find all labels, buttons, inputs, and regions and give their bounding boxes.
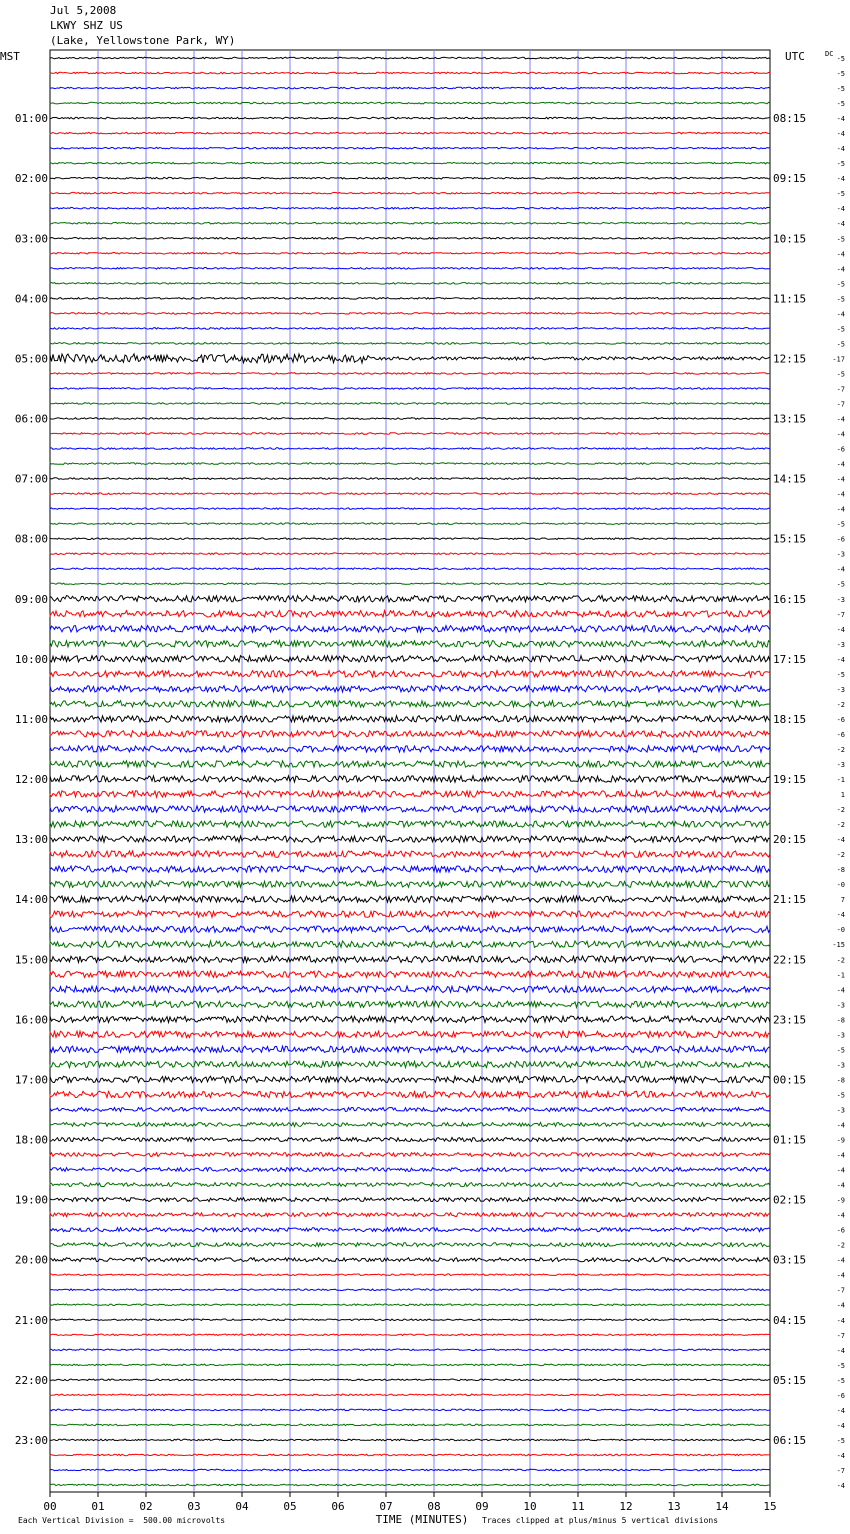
dc-offset-label: -4 (836, 205, 845, 214)
trace-line (50, 102, 770, 104)
trace-line (50, 851, 770, 857)
trace-line (50, 1213, 770, 1217)
trace-line (50, 538, 770, 540)
x-tick-label: 07 (379, 1500, 393, 1513)
trace-line (50, 1001, 770, 1007)
x-tick-label: 10 (523, 1500, 537, 1513)
dc-offset-label: -2 (836, 821, 845, 830)
dc-offset-label: -4 (836, 430, 845, 439)
date-label: Jul 5,2008 (50, 4, 117, 17)
trace-line (50, 716, 770, 722)
dc-offset-label: -7 (836, 1466, 845, 1475)
dc-offset-label: 7 (840, 896, 845, 905)
trace-line (50, 1183, 770, 1187)
x-axis-title: TIME (MINUTES) (375, 1513, 469, 1526)
hour-label-right: 01:15 (773, 1133, 807, 1147)
dc-offset-label: -4 (836, 505, 845, 514)
trace-line (50, 1138, 770, 1142)
trace-line (50, 147, 770, 149)
dc-offset-label: -1 (836, 776, 845, 784)
dc-offset-label: -4 (836, 1406, 845, 1415)
dc-offset-label: -5 (836, 1376, 845, 1385)
trace-line (50, 508, 770, 510)
dc-offset-label: -2 (836, 745, 845, 754)
trace-line (50, 403, 770, 405)
dc-offset-label: -4 (836, 145, 845, 154)
dc-offset-label: -4 (836, 1181, 845, 1190)
dc-offset-label: -4 (836, 220, 845, 229)
dc-offset-label: -0 (836, 881, 845, 890)
hour-label-left: 18:00 (14, 1133, 48, 1147)
x-tick-label: 04 (235, 1500, 249, 1513)
dc-offset-label: -9 (836, 1196, 845, 1205)
hour-label-right: 08:15 (773, 112, 807, 126)
hour-label-right: 10:15 (773, 232, 807, 246)
dc-offset-label: -7 (836, 1286, 845, 1295)
dc-offset-label: -5 (836, 370, 845, 379)
hour-label-right: 11:15 (773, 292, 807, 306)
trace-line (50, 418, 770, 420)
dc-offset-label: -5 (836, 340, 845, 349)
dc-offset-label: -5 (836, 520, 845, 529)
trace-line (50, 941, 770, 947)
dc-offset-label: -4 (836, 836, 845, 845)
trace-line (50, 1289, 770, 1291)
dc-offset-label: -4 (836, 1256, 845, 1265)
trace-line (50, 268, 770, 270)
hour-label-right: 06:15 (773, 1433, 807, 1447)
hour-label-left: 16:00 (14, 1013, 48, 1027)
trace-line (50, 776, 770, 782)
trace-line (50, 746, 770, 752)
dc-offset-label: -7 (836, 400, 845, 409)
trace-line (50, 1394, 770, 1396)
trace-line (50, 283, 770, 285)
dc-offset-label: -5 (836, 280, 845, 289)
trace-line (50, 956, 770, 962)
trace-line (50, 1258, 770, 1262)
hour-label-left: 22:00 (14, 1373, 48, 1387)
dc-offset-label: -5 (836, 70, 845, 79)
trace-line (50, 328, 770, 330)
trace-line (50, 448, 770, 450)
trace-line (50, 553, 770, 555)
trace-line (50, 1046, 770, 1052)
trace-line (50, 222, 770, 224)
trace-line (50, 656, 770, 662)
trace-line (50, 986, 770, 992)
hour-label-right: 23:15 (773, 1013, 807, 1027)
trace-line (50, 701, 770, 707)
dc-offset-label: -4 (836, 1166, 845, 1175)
trace-line (50, 192, 770, 194)
dc-offset-label: -5 (836, 1091, 845, 1100)
dc-offset-label: -4 (836, 175, 845, 184)
trace-line (50, 896, 770, 902)
trace-line (50, 253, 770, 255)
trace-line (50, 463, 770, 465)
hour-label-left: 02:00 (14, 172, 48, 186)
x-tick-label: 15 (763, 1500, 777, 1513)
hour-label-right: 04:15 (773, 1313, 807, 1327)
hour-label-right: 13:15 (773, 412, 807, 426)
dc-offset-label: -6 (836, 445, 845, 454)
trace-line (50, 1016, 770, 1022)
trace-line (50, 523, 770, 525)
trace-line (50, 1061, 770, 1067)
trace-line (50, 761, 770, 767)
dc-offset-label: -4 (836, 310, 845, 319)
trace-line (50, 1031, 770, 1037)
trace-line (50, 791, 770, 797)
dc-offset-label: -8 (836, 866, 845, 875)
trace-line (50, 568, 770, 570)
trace-line (50, 686, 770, 692)
trace-line (50, 57, 770, 59)
dc-offset-label: -6 (836, 730, 845, 739)
dc-offset-label: -4 (836, 415, 845, 424)
trace-line (50, 1076, 770, 1082)
trace-line (50, 132, 770, 134)
hour-label-right: 02:15 (773, 1193, 807, 1207)
scale-note: Each Vertical Division = 500.00 microvolts (18, 1516, 226, 1525)
hour-label-left: 09:00 (14, 592, 48, 606)
hour-label-right: 14:15 (773, 472, 807, 486)
hour-label-left: 03:00 (14, 232, 48, 246)
trace-line (50, 493, 770, 495)
dc-offset-label: -8 (836, 1076, 845, 1085)
dc-offset-label: -5 (836, 190, 845, 199)
dc-offset-label: -4 (836, 1211, 845, 1220)
trace-line (50, 926, 770, 932)
dc-offset-label: -9 (836, 1136, 845, 1145)
trace-line (50, 207, 770, 209)
trace-line (50, 583, 770, 585)
trace-line (50, 641, 770, 647)
hour-label-right: 22:15 (773, 953, 807, 967)
trace-line (50, 1304, 770, 1306)
trace-line (50, 1243, 770, 1247)
dc-offset-label: -7 (836, 385, 845, 394)
trace-line (50, 343, 770, 345)
hour-label-left: 07:00 (14, 472, 48, 486)
hour-label-left: 01:00 (14, 112, 48, 126)
x-tick-label: 11 (571, 1500, 585, 1513)
dc-offset-label: -5 (836, 160, 845, 169)
x-tick-label: 05 (283, 1500, 297, 1513)
trace-line (50, 1198, 770, 1202)
dc-header-label: DC (825, 50, 834, 58)
clip-note: Traces clipped at plus/minus 5 vertical divisions (482, 1516, 719, 1525)
dc-offset-label: -2 (836, 700, 845, 709)
x-tick-label: 01 (91, 1500, 105, 1513)
hour-label-right: 05:15 (773, 1373, 807, 1387)
hour-label-left: 06:00 (14, 412, 48, 426)
hour-label-left: 05:00 (14, 352, 48, 366)
dc-offset-label: -4 (836, 265, 845, 274)
dc-offset-label: -4 (836, 130, 845, 139)
dc-offset-label: -5 (836, 325, 845, 334)
trace-line (50, 1168, 770, 1172)
x-tick-label: 13 (667, 1500, 681, 1513)
dc-offset-label: -4 (836, 1271, 845, 1280)
dc-offset-label: -4 (836, 625, 845, 634)
trace-line (50, 806, 770, 812)
trace-line (50, 162, 770, 164)
dc-offset-label: -3 (836, 550, 845, 559)
trace-line (50, 1364, 770, 1366)
dc-offset-label: -4 (836, 1346, 845, 1355)
hour-label-right: 20:15 (773, 833, 807, 847)
right-timezone-label: UTC (785, 50, 805, 63)
hour-label-left: 04:00 (14, 292, 48, 306)
trace-line (50, 1108, 770, 1112)
trace-line (50, 177, 770, 179)
trace-line (50, 671, 770, 677)
dc-offset-label: -6 (836, 1391, 845, 1400)
dc-offset-label: -4 (836, 565, 845, 574)
trace-line (50, 1439, 770, 1441)
dc-offset-label: -5 (836, 580, 845, 589)
hour-label-left: 08:00 (14, 532, 48, 546)
hour-label-left: 13:00 (14, 833, 48, 847)
dc-offset-label: -2 (836, 1241, 845, 1250)
x-tick-label: 02 (139, 1500, 153, 1513)
dc-offset-label: -3 (836, 595, 845, 604)
trace-line (50, 881, 770, 887)
trace-line (50, 1123, 770, 1127)
x-tick-label: 14 (715, 1500, 729, 1513)
dc-offset-label: -3 (836, 1031, 845, 1040)
x-tick-label: 03 (187, 1500, 201, 1513)
dc-offset-label: -4 (836, 1151, 845, 1160)
dc-offset-label: -3 (836, 640, 845, 649)
dc-offset-label: -3 (836, 1001, 845, 1010)
trace-line (50, 1274, 770, 1276)
hour-label-right: 00:15 (773, 1073, 807, 1087)
dc-offset-label: -2 (836, 806, 845, 815)
hour-label-right: 12:15 (773, 352, 807, 366)
hour-label-right: 16:15 (773, 592, 807, 606)
dc-offset-label: -4 (836, 1316, 845, 1325)
dc-offset-label: -3 (836, 760, 845, 769)
trace-line (50, 1228, 770, 1232)
trace-line (50, 1469, 770, 1471)
trace-line (50, 1454, 770, 1456)
hour-label-left: 11:00 (14, 712, 48, 726)
x-tick-label: 08 (427, 1500, 441, 1513)
hour-label-left: 12:00 (14, 773, 48, 786)
dc-offset-label: -6 (836, 1226, 845, 1235)
dc-offset-label: -6 (836, 715, 845, 724)
dc-offset-label: -7 (836, 610, 845, 619)
dc-offset-label: -4 (836, 1481, 845, 1490)
trace-line (50, 388, 770, 390)
trace-line (50, 373, 770, 375)
location-label: (Lake, Yellowstone Park, WY) (50, 34, 236, 47)
dc-offset-label: -4 (836, 1121, 845, 1130)
hour-label-left: 14:00 (14, 893, 48, 907)
dc-offset-label: -0 (836, 926, 845, 935)
trace-line (50, 313, 770, 315)
hour-label-left: 20:00 (14, 1253, 48, 1267)
dc-offset-label: -4 (836, 1421, 845, 1430)
dc-offset-label: -15 (832, 941, 845, 950)
dc-offset-label: -3 (836, 1106, 845, 1115)
trace-line (50, 611, 770, 617)
hour-label-right: 18:15 (773, 712, 807, 726)
trace-line (50, 731, 770, 737)
trace-line (50, 596, 770, 602)
dc-offset-label: -8 (836, 1016, 845, 1025)
dc-offset-label: -7 (836, 1331, 845, 1340)
hour-label-left: 19:00 (14, 1193, 48, 1207)
hour-label-left: 10:00 (14, 652, 48, 666)
plot-frame (50, 50, 770, 1492)
x-tick-label: 06 (331, 1500, 345, 1513)
hour-label-left: 21:00 (14, 1313, 48, 1327)
trace-line (50, 1484, 770, 1486)
dc-offset-label: -5 (836, 100, 845, 109)
trace-line (50, 87, 770, 89)
x-tick-label: 09 (475, 1500, 489, 1513)
hour-label-right: 09:15 (773, 172, 807, 186)
dc-offset-label: -5 (836, 55, 845, 63)
dc-offset-label: -1 (836, 971, 845, 980)
x-tick-label: 12 (619, 1500, 633, 1513)
trace-line (50, 1409, 770, 1411)
trace-line (50, 1153, 770, 1157)
x-tick-label: 00 (43, 1500, 57, 1513)
trace-line (50, 478, 770, 480)
left-timezone-label: MST (0, 50, 20, 63)
dc-offset-label: -3 (836, 685, 845, 694)
dc-offset-label: -2 (836, 851, 845, 860)
hour-label-right: 19:15 (773, 773, 807, 786)
dc-offset-label: -5 (836, 670, 845, 679)
trace-line (50, 1334, 770, 1336)
trace-line (50, 1379, 770, 1381)
dc-offset-label: -4 (836, 460, 845, 469)
hour-label-left: 23:00 (14, 1433, 48, 1447)
trace-line (50, 821, 770, 827)
trace-line (50, 971, 770, 977)
trace-line (50, 1424, 770, 1426)
dc-offset-label: -5 (836, 1361, 845, 1370)
dc-offset-label: -5 (836, 1436, 845, 1445)
dc-offset-label: -2 (836, 956, 845, 965)
trace-line (50, 1349, 770, 1351)
dc-offset-label: -3 (836, 1061, 845, 1070)
dc-offset-label: -4 (836, 655, 845, 664)
trace-line (50, 866, 770, 872)
hour-label-left: 15:00 (14, 953, 48, 967)
dc-offset-label: 1 (840, 791, 845, 800)
trace-line (50, 117, 770, 119)
dc-offset-label: -17 (832, 355, 845, 364)
hour-label-right: 03:15 (773, 1253, 807, 1267)
trace-line (50, 298, 770, 300)
hour-label-right: 17:15 (773, 652, 807, 666)
hour-label-right: 15:15 (773, 532, 807, 546)
trace-line (50, 433, 770, 435)
trace-line (50, 1319, 770, 1321)
hour-label-right: 21:15 (773, 893, 807, 907)
dc-offset-label: -4 (836, 115, 845, 124)
dc-offset-label: -4 (836, 1301, 845, 1310)
dc-offset-label: -4 (836, 490, 845, 499)
trace-line (50, 626, 770, 632)
dc-offset-label: -5 (836, 1046, 845, 1055)
dc-offset-label: -5 (836, 85, 845, 94)
dc-offset-label: -4 (836, 475, 845, 484)
trace-line (50, 1091, 770, 1097)
dc-offset-label: -4 (836, 1451, 845, 1460)
trace-line (50, 836, 770, 842)
dc-offset-label: -4 (836, 911, 845, 920)
trace-line (50, 911, 770, 917)
trace-line (50, 238, 770, 240)
dc-offset-label: -4 (836, 986, 845, 995)
dc-offset-label: -4 (836, 250, 845, 259)
station-label: LKWY SHZ US (50, 19, 123, 32)
trace-line (50, 354, 770, 363)
trace-line (50, 72, 770, 74)
dc-offset-label: -6 (836, 535, 845, 544)
hour-label-left: 17:00 (14, 1073, 48, 1087)
dc-offset-label: -5 (836, 295, 845, 304)
dc-offset-label: -5 (836, 235, 845, 244)
